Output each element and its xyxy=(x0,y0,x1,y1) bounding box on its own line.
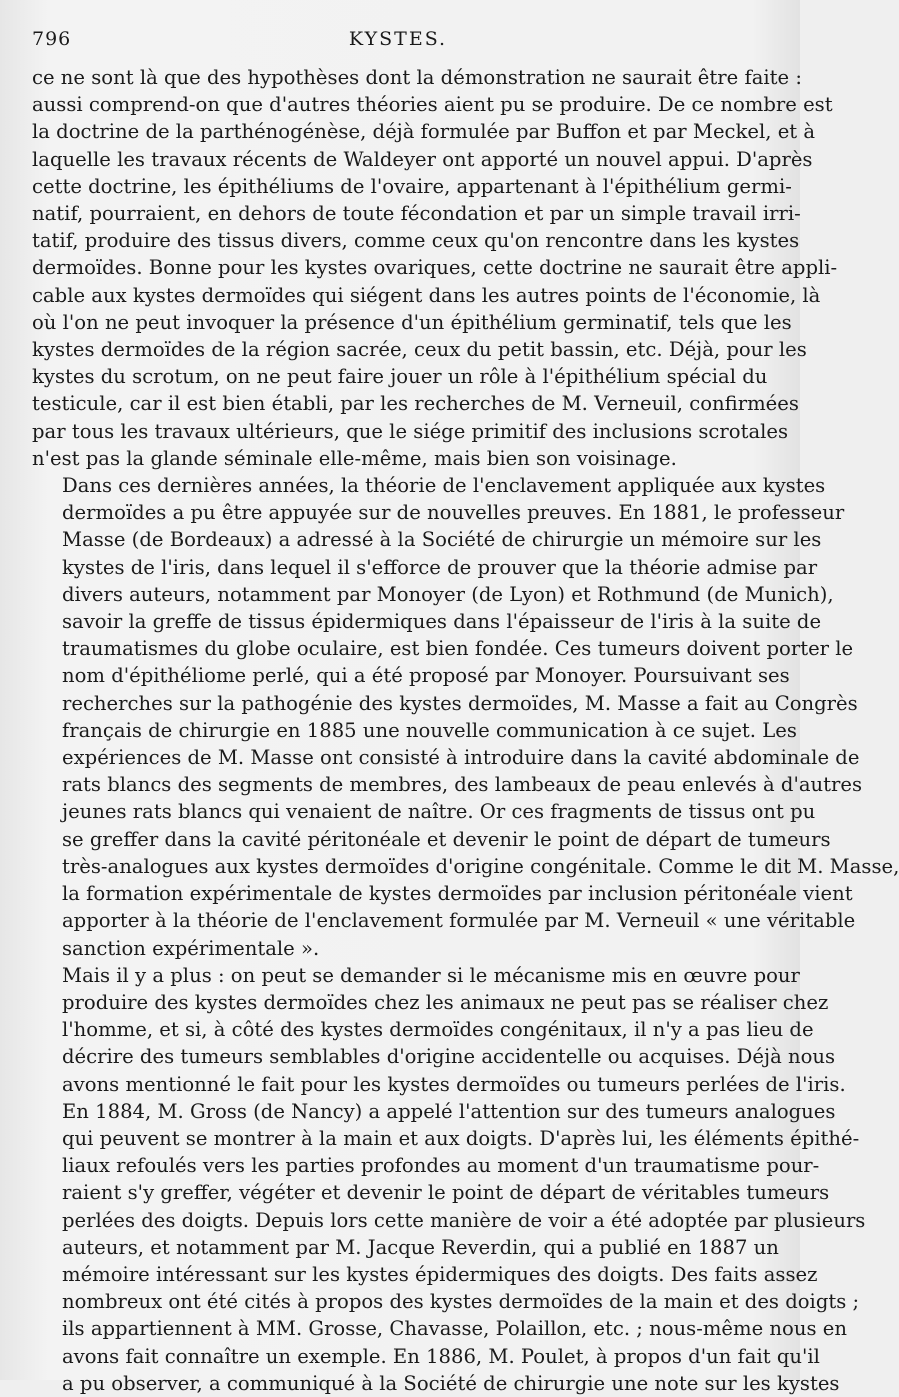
text-line: recherches sur la pathogénie des kystes dermoïdes, M. Masse a fait au Congrès xyxy=(62,691,858,715)
text-line: ce ne sont là que des hypothèses dont la démonstration ne saurait être faite : xyxy=(32,66,802,89)
text-line: rats blancs des segments de membres, des lambeaux de peau enlevés à d'autres xyxy=(62,773,863,797)
text-line: nombreux ont été cités à propos des kystes dermoïdes de la main et des doigts ; xyxy=(62,1290,860,1314)
text-line: kystes de l'iris, dans lequel il s'efforce de prouver que la théorie admise par xyxy=(62,555,818,579)
text-line: dermoïdes a pu être appuyée sur de nouvelles preuves. En 1881, le professeur xyxy=(62,501,845,525)
text-line: très-analogues aux kystes dermoïdes d'origine congénitale. Comme le dit M. Masse, xyxy=(62,854,899,878)
text-line: avons mentionné le fait pour les kystes dermoïdes ou tumeurs perlées de l'iris. xyxy=(62,1072,846,1096)
text-line: natif, pourraient, en dehors de toute fécondation et par un simple travail irri- xyxy=(32,202,801,226)
text-line: cette doctrine, les épithéliums de l'ovaire, appartenant à l'épithélium germi- xyxy=(32,174,792,198)
text-line: traumatismes du globe oculaire, est bien fondée. Ces tumeurs doivent porter le xyxy=(62,637,854,661)
text-line: a pu observer, a communiqué à la Société de chirurgie une note sur les kystes xyxy=(62,1371,840,1395)
text-line: aussi comprend-on que d'autres théories aient pu se produire. De ce nombre est xyxy=(32,93,833,117)
text-line: français de chirurgie en 1885 une nouvelle communication à ce sujet. Les xyxy=(62,718,797,742)
paragraph xyxy=(32,64,838,472)
text-line: avons fait connaître un exemple. En 1886, M. Poulet, à propos d'un fait qu'il xyxy=(62,1344,820,1368)
text-line: divers auteurs, notamment par Monoyer (de Lyon) et Rothmund (de Munich), xyxy=(62,582,834,606)
text-line: sanction expérimentale ». xyxy=(62,936,320,960)
text-line: expériences de M. Masse ont consisté à introduire dans la cavité abdominale de xyxy=(62,746,860,770)
text-line: par tous les travaux ultérieurs, que le siége primitif des inclusions scrotales xyxy=(32,419,789,443)
text-line: qui peuvent se montrer à la main et aux doigts. D'après lui, les éléments épithé- xyxy=(62,1126,860,1150)
text-line: savoir la greffe de tissus épidermiques dans l'épaisseur de l'iris à la suite de xyxy=(62,610,822,634)
page-number: 796 xyxy=(32,28,72,50)
text-line: n'est pas la glande séminale elle-même, mais bien son voisinage. xyxy=(32,446,677,470)
text-line: cable aux kystes dermoïdes qui siégent dans les autres points de l'économie, là xyxy=(32,283,821,307)
text-line: Dans ces dernières années, la théorie de l'enclavement appliquée aux kystes xyxy=(62,474,826,498)
text-line: Masse (de Bordeaux) a adressé à la Société de chirurgie un mémoire sur les xyxy=(62,528,822,552)
text-line: apporter à la théorie de l'enclavement formulée par M. Verneuil « une véritable xyxy=(62,909,856,933)
running-title: KYSTES. xyxy=(348,28,448,50)
text-line: auteurs, et notamment par M. Jacque Reverdin, qui a publié en 1887 un xyxy=(62,1235,779,1259)
text-line: En 1884, M. Gross (de Nancy) a appelé l'attention sur des tumeurs analogues xyxy=(62,1099,836,1123)
text-line: mémoire intéressant sur les kystes épidermiques des doigts. Des faits assez xyxy=(62,1262,818,1286)
text-line: où l'on ne peut invoquer la présence d'un épithélium germinatif, tels que les xyxy=(32,310,792,334)
text-line: la doctrine de la parthénogénèse, déjà formulée par Buffon et par Meckel, et à xyxy=(32,120,816,144)
body-text xyxy=(32,64,899,1397)
text-line: la formation expérimentale de kystes dermoïdes par inclusion péritonéale vient xyxy=(62,882,853,906)
paragraph xyxy=(32,962,866,1397)
text-line: produire des kystes dermoïdes chez les animaux ne peut pas se réaliser chez xyxy=(62,990,829,1014)
paragraph xyxy=(32,472,899,962)
text-line: jeunes rats blancs qui venaient de naître. Or ces fragments de tissus ont pu xyxy=(62,800,816,824)
text-line: Mais il y a plus : on peut se demander si le mécanisme mis en œuvre pour xyxy=(62,963,800,987)
text-line: perlées des doigts. Depuis lors cette manière de voir a été adoptée par plusieurs xyxy=(62,1208,866,1232)
text-line: raient s'y greffer, végéter et devenir le point de départ de véritables tumeurs xyxy=(62,1181,830,1205)
text-line: ils appartiennent à MM. Grosse, Chavasse, Polaillon, etc. ; nous-même nous en xyxy=(62,1317,847,1341)
text-line: testicule, car il est bien établi, par les recherches de M. Verneuil, confirmées xyxy=(32,392,799,416)
text-line: nom d'épithéliome perlé, qui a été proposé par Monoyer. Poursuivant ses xyxy=(62,664,790,688)
text-line: laquelle les travaux récents de Waldeyer ont apporté un nouvel appui. D'après xyxy=(32,147,813,171)
running-head xyxy=(32,28,764,62)
text-line: kystes du scrotum, on ne peut faire jouer un rôle à l'épithélium spécial du xyxy=(32,365,768,389)
text-line: dermoïdes. Bonne pour les kystes ovariques, cette doctrine ne saurait être appli- xyxy=(32,256,838,280)
text-line: liaux refoulés vers les parties profondes au moment d'un traumatisme pour- xyxy=(62,1154,820,1178)
text-line: kystes dermoïdes de la région sacrée, ceux du petit bassin, etc. Déjà, pour les xyxy=(32,338,807,362)
text-line: décrire des tumeurs semblables d'origine accidentelle ou acquises. Déjà nous xyxy=(62,1045,836,1069)
text-line: se greffer dans la cavité péritonéale et devenir le point de départ de tumeurs xyxy=(62,827,831,851)
text-line: l'homme, et si, à côté des kystes dermoïdes congénitaux, il n'y a pas lieu de xyxy=(62,1018,814,1042)
text-line: tatif, produire des tissus divers, comme ceux qu'on rencontre dans les kystes xyxy=(32,229,800,253)
